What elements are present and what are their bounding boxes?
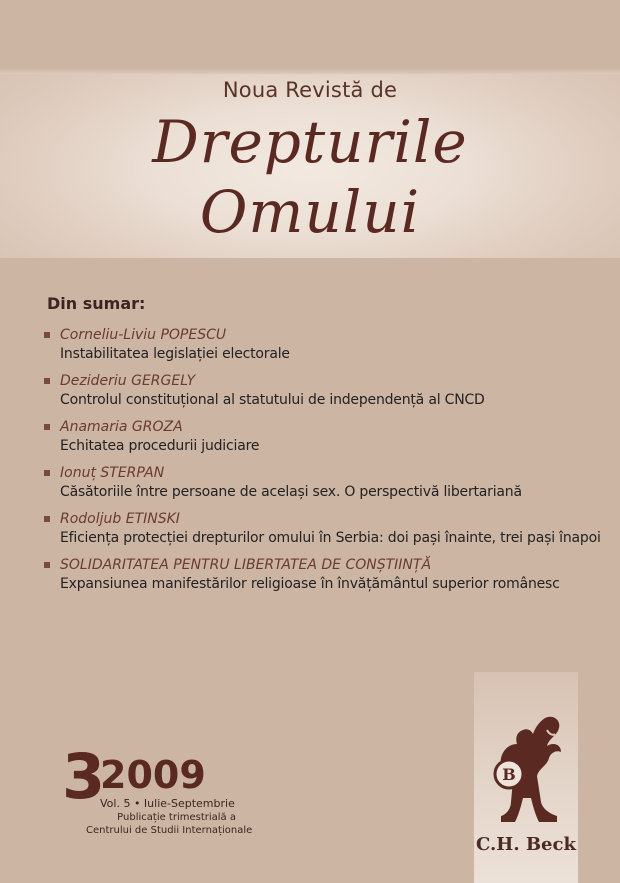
summary-entry — [44, 557, 604, 603]
entry-author: Ionuț STERPAN — [60, 465, 165, 481]
journal-supertitle: Noua Revistă de — [222, 78, 398, 102]
bullet-icon — [44, 378, 50, 384]
publisher-name: C.H. Beck — [476, 834, 576, 855]
entry-author: Dezideriu GERGELY — [60, 373, 196, 389]
entry-author: Corneliu-Liviu POPESCU — [60, 327, 227, 343]
issue-year: 2009 — [100, 753, 206, 797]
summary-entry — [44, 419, 604, 465]
entry-author: SOLIDARITATEA PENTRU LIBERTATEA DE CONȘTIINȚĂ — [60, 557, 432, 573]
journal-title-line1: Drepturile — [152, 108, 468, 176]
summary-entry — [44, 327, 604, 373]
summary-heading: Din sumar: — [47, 294, 146, 313]
entry-article: Expansiunea manifestărilor religioase în învățământul superior românesc — [60, 576, 560, 592]
summary-entry — [44, 373, 604, 419]
entry-article: Echitatea procedurii judiciare — [60, 438, 260, 454]
entry-author: Anamaria GROZA — [60, 419, 183, 435]
bullet-icon — [44, 516, 50, 522]
entry-article: Instabilitatea legislației electorale — [60, 346, 290, 362]
summary-list — [44, 327, 604, 603]
issue-number: 3 — [62, 740, 106, 813]
logo-letter: B — [502, 765, 516, 784]
publication-line1: Publicație trimestrială a — [117, 812, 236, 823]
publication-line2: Centrului de Studii Internaționale — [86, 825, 253, 836]
journal-title-line2: Omului — [199, 178, 421, 246]
bullet-icon — [44, 424, 50, 430]
bullet-icon — [44, 332, 50, 338]
summary-entry — [44, 465, 604, 511]
griffin-logo-icon — [487, 710, 567, 830]
entry-article: Căsătoriile între persoane de același sex. O perspectivă libertariană — [60, 484, 522, 500]
entry-author: Rodoljub ETINSKI — [60, 511, 180, 527]
issue-volume: Vol. 5 • Iulie-Septembrie — [100, 797, 235, 810]
bullet-icon — [44, 470, 50, 476]
entry-article: Controlul constituțional al statutului de independență al CNCD — [60, 392, 485, 408]
summary-entry — [44, 511, 604, 557]
bullet-icon — [44, 562, 50, 568]
entry-article: Eficiența protecției drepturilor omului în Serbia: doi pași înainte, trei pași înapoi — [60, 530, 601, 546]
